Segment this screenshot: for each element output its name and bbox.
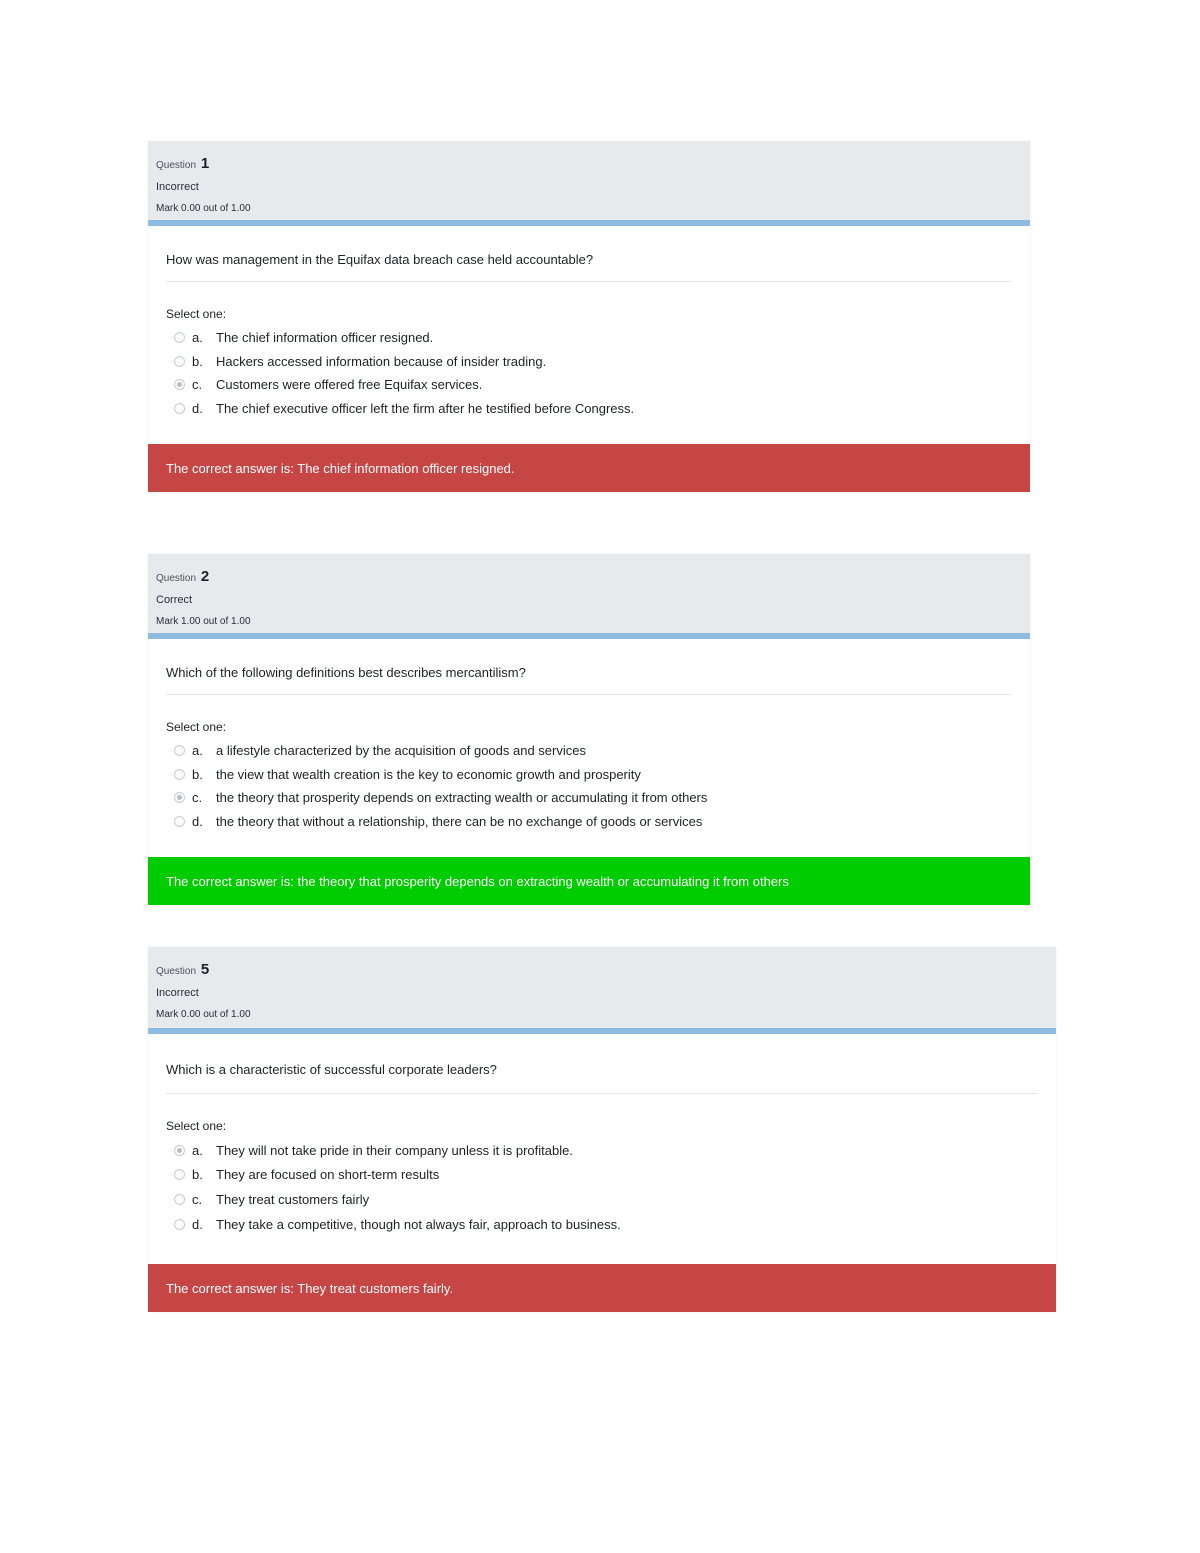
question-number-value: 5 xyxy=(200,961,210,978)
radio-button-selected[interactable] xyxy=(174,792,185,803)
option-letter: c. xyxy=(192,377,203,393)
option-text: The chief executive officer left the firm after he testified before Congress. xyxy=(216,401,635,417)
question-text: Which of the following definitions best describes mercantilism? xyxy=(166,639,1012,695)
question-state: Correct xyxy=(156,594,193,606)
radio-button-selected[interactable] xyxy=(174,1145,185,1156)
option-text: They take a competitive, though not always fair, approach to business. xyxy=(216,1216,621,1232)
question-number xyxy=(156,568,1022,588)
option-letter: a. xyxy=(192,743,203,759)
question-grade: Mark 0.00 out of 1.00 xyxy=(156,1009,251,1020)
option-letter: d. xyxy=(192,814,203,830)
feedback-text: The correct answer is: the theory that prosperity depends on extracting wealth or accumulating it from others xyxy=(166,873,789,889)
question-info xyxy=(148,947,1056,1034)
option-letter: b. xyxy=(192,1167,203,1183)
answer-option-a[interactable] xyxy=(166,1138,1038,1163)
correct-answer-feedback xyxy=(148,444,1030,492)
info-divider xyxy=(148,220,1030,226)
feedback-text: The correct answer is: The chief information officer resigned. xyxy=(166,460,515,476)
question-card-5 xyxy=(148,947,1056,1312)
option-letter: b. xyxy=(192,766,203,782)
option-text: Customers were offered free Equifax services. xyxy=(216,377,483,393)
option-letter: d. xyxy=(192,1216,203,1232)
question-grade: Mark 1.00 out of 1.00 xyxy=(156,616,251,627)
question-card-2 xyxy=(148,554,1030,905)
radio-button[interactable] xyxy=(174,816,185,827)
feedback-text: The correct answer is: They treat customers fairly. xyxy=(166,1280,454,1296)
question-card-1 xyxy=(148,141,1030,492)
answer-option-c[interactable] xyxy=(166,373,1012,397)
option-letter: c. xyxy=(192,790,203,806)
option-letter: a. xyxy=(192,1142,203,1158)
option-text: Hackers accessed information because of insider trading. xyxy=(216,353,547,369)
option-text: They treat customers fairly xyxy=(216,1191,370,1207)
answer-option-c[interactable] xyxy=(166,786,1012,810)
select-one-label: Select one: xyxy=(166,307,227,321)
answer-list xyxy=(166,739,1012,857)
question-label: Question xyxy=(156,160,197,171)
question-body xyxy=(148,1034,1056,1264)
question-body xyxy=(148,226,1030,444)
question-number-value: 1 xyxy=(200,155,210,172)
select-one-label: Select one: xyxy=(166,1119,227,1133)
correct-answer-feedback xyxy=(148,1264,1056,1312)
option-letter: b. xyxy=(192,353,203,369)
info-divider xyxy=(148,1028,1056,1034)
option-text: the theory that prosperity depends on extracting wealth or accumulating it from others xyxy=(216,790,708,806)
radio-button[interactable] xyxy=(174,769,185,780)
question-state: Incorrect xyxy=(156,987,199,999)
option-letter: c. xyxy=(192,1191,203,1207)
option-text: The chief information officer resigned. xyxy=(216,330,434,346)
answer-list xyxy=(166,1138,1038,1264)
answer-option-d[interactable] xyxy=(166,397,1012,421)
question-text: How was management in the Equifax data breach case held accountable? xyxy=(166,226,1012,282)
radio-button[interactable] xyxy=(174,332,185,343)
question-info xyxy=(148,554,1030,639)
question-info xyxy=(148,141,1030,226)
option-letter: d. xyxy=(192,401,203,417)
question-state: Incorrect xyxy=(156,181,199,193)
option-text: They are focused on short-term results xyxy=(216,1167,440,1183)
option-letter: a. xyxy=(192,330,203,346)
radio-button[interactable] xyxy=(174,745,185,756)
option-text: a lifestyle characterized by the acquisition of goods and services xyxy=(216,743,586,759)
answer-list xyxy=(166,326,1012,444)
question-text: Which is a characteristic of successful corporate leaders? xyxy=(166,1034,1038,1094)
answer-option-a[interactable] xyxy=(166,326,1012,350)
question-number xyxy=(156,155,1022,175)
answer-option-b[interactable] xyxy=(166,350,1012,374)
option-text: the theory that without a relationship, there can be no exchange of goods or services xyxy=(216,814,703,830)
radio-button[interactable] xyxy=(174,356,185,367)
answer-option-b[interactable] xyxy=(166,763,1012,787)
radio-button[interactable] xyxy=(174,1169,185,1180)
correct-answer-feedback xyxy=(148,857,1030,905)
answer-option-b[interactable] xyxy=(166,1163,1038,1188)
option-text: the view that wealth creation is the key to economic growth and prosperity xyxy=(216,766,641,782)
radio-button[interactable] xyxy=(174,1219,185,1230)
question-number xyxy=(156,961,1048,981)
question-number-value: 2 xyxy=(200,568,210,585)
answer-option-d[interactable] xyxy=(166,1212,1038,1237)
question-label: Question xyxy=(156,573,197,584)
info-divider xyxy=(148,633,1030,639)
answer-option-c[interactable] xyxy=(166,1187,1038,1212)
radio-button-selected[interactable] xyxy=(174,379,185,390)
question-body xyxy=(148,639,1030,857)
option-text: They will not take pride in their company unless it is profitable. xyxy=(216,1142,573,1158)
select-one-label: Select one: xyxy=(166,720,227,734)
radio-button[interactable] xyxy=(174,403,185,414)
question-grade: Mark 0.00 out of 1.00 xyxy=(156,203,251,214)
answer-option-a[interactable] xyxy=(166,739,1012,763)
question-label: Question xyxy=(156,966,197,977)
answer-option-d[interactable] xyxy=(166,810,1012,834)
radio-button[interactable] xyxy=(174,1194,185,1205)
